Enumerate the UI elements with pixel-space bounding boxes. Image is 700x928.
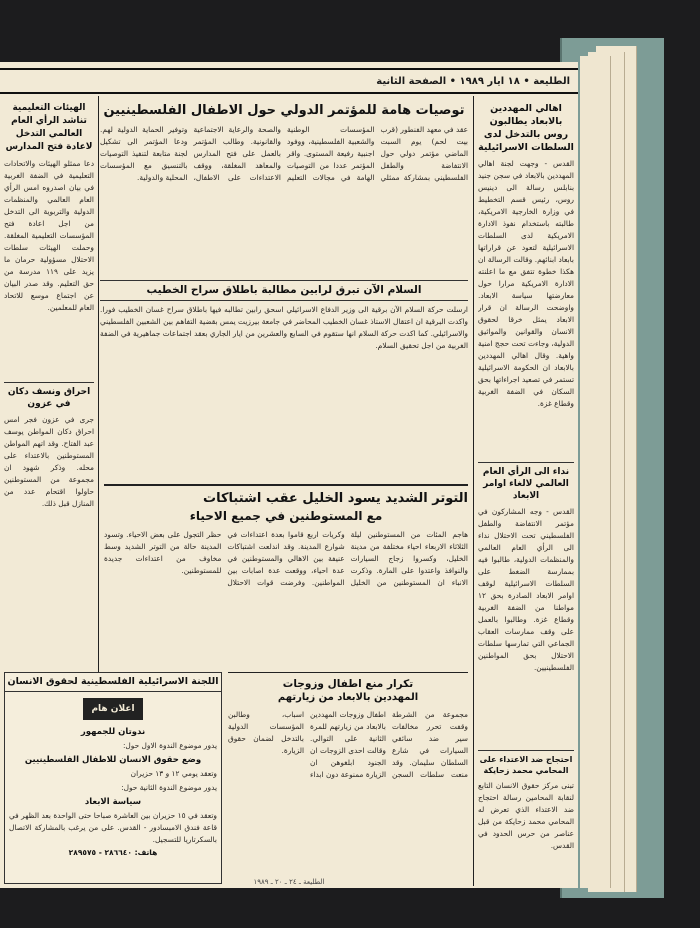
left-column: [4, 102, 94, 682]
ad-body: وتعقد في ١٥ حزيران بين العاشرة صباحا حتى الواحدة بعد الظهر في قاعة فندق الامبسادور - القدس. على من يرغب بالمشاركة الاتصال بالسكرتاريا للتسجيل.: [9, 811, 217, 844]
article-schools: دعا ممثلو الهيئات والاتحادات التعليمية في الضفة الغربية في بيان اصدروه امس الرأي العام العالمي والمنظمات الدولية والتربوية الى التدخل من اجل اعادة فتح المؤسسات التعليمية المغلقة. وحملت الهيئات سلطات الاحتلال مسؤولية حرمان ما يزيد على ١١٩ مدرسة من حق التعليم. وقد صدر البيان عن اجتماع موسع للاتحاد العام للمعلمين.: [4, 159, 94, 312]
headline-wives-2: المهددين بالابعاد من زيارتهم: [277, 692, 419, 703]
right-column: [478, 102, 574, 888]
headline-appeal: نداء الى الرأي العام العالمي لالغاء اوامر الابعاد: [478, 462, 574, 502]
masthead: [0, 68, 578, 94]
page-footer: [0, 878, 578, 886]
article-wives: مجموعة من الشرطة وقفت تحرر مخالفات سير ضد سائقي السيارات في شارع السلطان سليمان. وقد منعت سلطات السجن اطفال وزوجات المهددين بالابعاد من زيارتهم للمرة الثانية على التوالي. وقالت احدى الزوجات ان الجنود ابلغوهن ان الزيارة ممنوعة دون ابداء اسباب، وطالبن المؤسسات الدولية بالتدخل لضمان حقوق الزيارة.: [228, 710, 468, 779]
ad-topic2: سياسة الابعاد: [84, 797, 142, 807]
page-stack-3: [580, 56, 611, 888]
ad-contact: هاتف: ٢٨٦٦٤٠ - ٢٨٩٥٧٥: [68, 848, 158, 857]
ad-center-text: اعلان هام: [91, 704, 135, 714]
rule-left: [98, 96, 99, 686]
headline-schools: الهيئات التعليمية تناشد الرأي العام العالمي التدخل لاعادة فتح المدارس: [5, 103, 93, 152]
article-conference: عقد في معهد الفنطور (قرب بيت لحم) يوم السبت الماضي مؤتمر دولي حول الانتفاضة والطفل الفلسطيني بمشاركة ممثلي المؤسسات الوطنية والشعبية الفلسطينية، ووفود اجنبية رفيعة المستوى. واقر المؤتمر عددا من التوصيات الهامة في مجالات التعليم والصحة والرعاية الاجتماعية والقانونية. وطالب المؤتمر بالعمل على فتح المدارس والمعاهد المغلقة، ووقف الاعتداءات على الاطفال، وتوفير الحماية الدولية لهم. ودعا المؤتمر الى تشكيل لجنة متابعة لتنفيذ التوصيات بالتنسيق مع المؤسسات المحلية والدولية.: [100, 125, 468, 182]
ad-header: اللجنة الاسرائيلية الفلسطينية لحقوق الانسان: [5, 673, 221, 692]
hebron-article: [104, 484, 468, 666]
headline-azzun: احراق ونسف دكان في عزون: [4, 382, 94, 410]
headline-wives: تكرار منع اطفال وزوجات: [282, 678, 414, 690]
article-appeal: القدس - وجه المشاركون في مؤتمر الانتفاضة والطفل الفلسطيني تحت الاحتلال نداء الى الرأي العام العالمي والمنظمات الدولية، طالبوا فيه بممارسة الضغط على السلطات الاسرائيلية لوقف اوامر الابعاد الصادرة بحق ١٢ مواطنا من الضفة الغربية وقطاع غزة. وطالبوا بالعمل على وقف ممارسات العقاب الجماعي التي تمارسها سلطات الاحتلال بحق المواطنين الفلسطينيين.: [478, 507, 574, 672]
article-hebron: هاجم المئات من المستوطنين ليلة الثلاثاء الاربعاء احياء مختلفة من مدينة الخليل، وكسروا زجاج السيارات والنوافذ واعتدوا على المارة. وذكرت الانباء ان المستوطنين من الخليل وكريات اربع قاموا بعدة اعتداءات في شوارع المدينة. وقد اندلعت اشتباكات عنيفة بين الاهالي والمستوطنين في عدة احياء، ووقعت عدة اصابات بين المواطنين. وفرضت قوات الاحتلال حظر التجول على بعض الاحياء. وتسود المدينة حالة من التوتر الشديد وسط مخاوف من اعتداءات جديدة للمستوطنين.: [104, 530, 468, 587]
headline-hebron-2: مع المستوطنين في جميع الاحياء: [189, 509, 383, 523]
ad-line3: يدور موضوع الندوة الثانية حول:: [121, 783, 217, 792]
rule-right: [473, 96, 474, 886]
headline-deportation: اهالي المهددين بالابعاد يطالبون روس بالتدخل لدى السلطات الاسرائيلية: [478, 103, 574, 153]
headline-peacenow: السلام الآن تبرق لرابين مطالبة باطلاق سراح الخطيب: [100, 280, 468, 301]
article-deportation: القدس - وجهت لجنة اهالي المهددين بالابعاد في سجن جنيد بنابلس رسالة الى دينيس روس، رئيس قسم التخطيط في وزارة الخارجية الامريكية، طالبته باستخدام نفوذ الادارة الامريكية لدى السلطات الاسرائيلية لتعود عن قراراتها بابعاد ابنائهم. وقالت الرسالة ان هكذا خطوة تتفق مع ما اعلنته الادارة الامريكية مرارا حول معارضتها سياسة الابعاد. واوضحت الرسالة ان قرار الابعاد يمثل خرقا لحقوق الانسان والقوانين والمواثيق الدولية، وجاءت تحت حجج امنية واهية. وقال اهالي المهددين بالابعاد ان الحكومة الاسرائيلية تستمر في تصعيد اجراءاتها بحق السكان في الضفة الغربية وقطاع غزة.: [478, 159, 574, 408]
ad-line2: وتعقد يومي ١٢ و ١٣ حزيران: [130, 769, 217, 778]
ad-box: [4, 672, 222, 884]
ad-topic1: وضع حقوق الانسان للاطفال الفلسطينيين: [24, 755, 202, 765]
article-azzun: جرى في عزون فجر امس احراق دكان المواطن يوسف عبد الفتاح. وقد اتهم المواطن المستوطنين بالاعتداء على محله. وذكر شهود ان مجموعة من المستوطنين حاولوا اقتحام عدد من المنازل قبل ذلك.: [4, 415, 94, 508]
main-column: [100, 102, 468, 480]
masthead-text: الطليعة • ١٨ ايار ١٩٨٩ • الصفحة الثانية: [376, 75, 570, 87]
ad-date-tag: ندوتان للجمهور: [80, 727, 146, 737]
headline-conference: توصيات هامة للمؤتمر الدولي حول الاطفال الفلسطينيين: [103, 103, 465, 118]
article-protest: تبنى مركز حقوق الانسان التابع لنقابة المحامين رسالة احتجاج ضد الاعتداء الذي تعرض له المحامي محمد زحايكة من قبل عناصر من حرس الحدود في القدس.: [478, 781, 574, 850]
ad-center-badge: [83, 698, 143, 720]
headline-protest: احتجاج ضد الاعتداء على المحامي محمد زحايكة: [478, 750, 574, 776]
newspaper-page: [0, 62, 578, 888]
headline-hebron: التوتر الشديد يسود الخليل عقب اشتباكات: [203, 491, 468, 506]
article-peacenow: ارسلت حركة السلام الآن برقية الى وزير الدفاع الاسرائيلي اسحق رابين تطالبه فيها باطلاق سراح غسان الخطيب فورا. واكدت البرقية ان اعتقال الاستاذ غسان الخطيب المحاضر في جامعة بيرزيت يمس بقضية التفاهم بين الشعبين الفلسطيني والاسرائيلي. كما اكدت حركة السلام انها ستقوم في السابع والعشرين من ايار الجاري بعقد اجتماعات جماهيرية في الضفة الغربية من اجل تحقيق السلام.: [100, 305, 468, 350]
wives-article: [228, 672, 468, 883]
ad-line1: يدور موضوع الندوة الاول حول:: [122, 741, 217, 750]
page-footer-text: الطليعة ـ ٢٤ ـ ٢٠ ـ ١٩٨٩: [253, 878, 325, 886]
